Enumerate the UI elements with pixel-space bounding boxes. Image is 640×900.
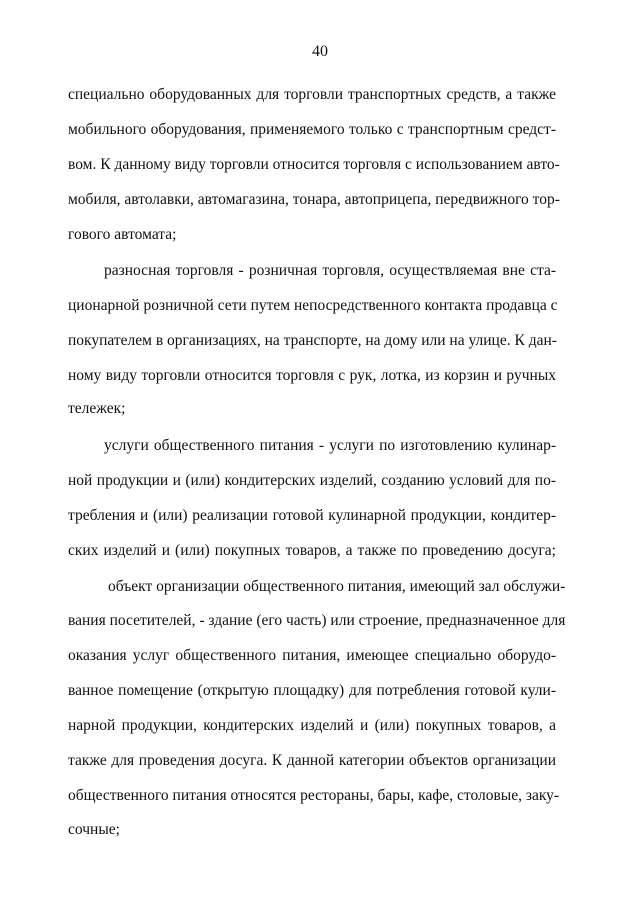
text-line: разносная торговля - розничная торговля, осуществляемая вне ста- [104, 262, 556, 279]
text-line: услуги общественного питания - услуги по изготовлению кулинар- [104, 437, 556, 454]
text-line: мобильного оборудования, применяемого только с транспортным средст- [68, 121, 556, 138]
text-line: мобиля, автолавки, автомагазина, тонара, автоприцепа, передвижного тор- [68, 191, 560, 208]
text-line: вом. К данному виду торговли относится торговля с использованием авто- [68, 156, 560, 173]
text-line: покупателем в организациях, на транспорте, на дому или на улице. К дан- [68, 332, 557, 349]
text-line: общественного питания относятся рестораны, бары, кафе, столовые, заку- [68, 787, 560, 804]
text-line: ному виду торговли относится торговля с рук, лотка, из корзин и ручных [68, 367, 556, 384]
text-line: тележек; [68, 400, 126, 417]
text-line: нарной продукции, кондитерских изделий и (или) покупных товаров, а [68, 717, 556, 734]
text-line: ванное помещение (открытую площадку) для потребления готовой кули- [68, 682, 556, 699]
text-line: ной продукции и (или) кондитерских изделий, созданию условий для по- [68, 472, 556, 489]
text-line: объект организации общественного питания, имеющий зал обслужи- [108, 578, 566, 595]
text-line: вания посетителей, - здание (его часть) или строение, предназначенное для [68, 612, 566, 629]
text-line: оказания услуг общественного питания, имеющее специально оборудо- [68, 647, 556, 664]
text-line: также для проведения досуга. К данной категории объектов организации [68, 752, 556, 769]
page-number: 40 [312, 43, 328, 60]
text-line: требления и (или) реализации готовой кулинарной продукции, кондитер- [68, 507, 556, 524]
text-line: ционарной розничной сети путем непосредственного контакта продавца с [68, 297, 558, 314]
text-line: специально оборудованных для торговли транспортных средств, а также [68, 86, 556, 103]
text-line: сочные; [68, 821, 120, 838]
text-line: ских изделий и (или) покупных товаров, а также по проведению досуга; [68, 542, 556, 559]
text-line: гового автомата; [68, 226, 177, 243]
